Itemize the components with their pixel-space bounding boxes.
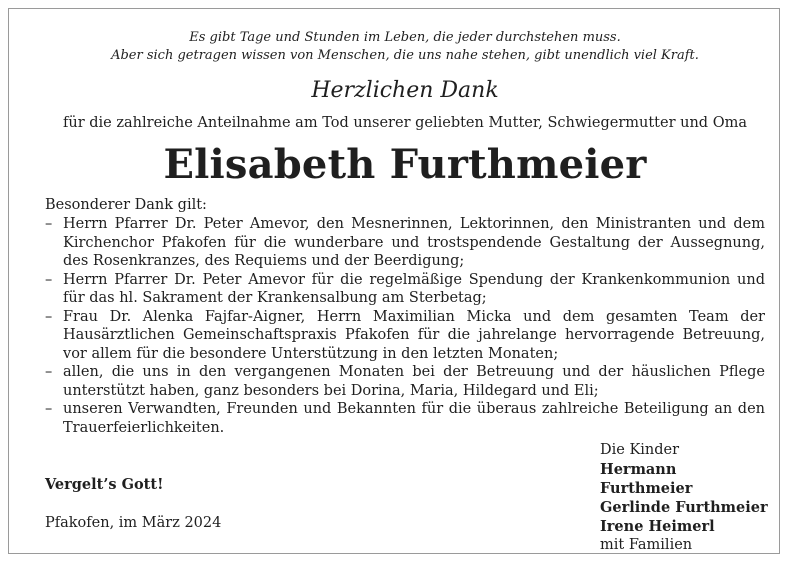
list-item-text: allen, die uns in den vergangenen Monaten bei der Betreuung und der häuslichen Pflege unterstützt haben, ganz besonders bei Dorina, Maria, Hildegard und Eli;: [63, 364, 765, 399]
notice-content: [45, 29, 768, 553]
signature-area: [45, 441, 768, 553]
closing-phrase: Vergelt’s Gott!: [45, 476, 164, 493]
signature-name: Irene Heimerl: [600, 518, 715, 535]
deceased-name: Elisabeth Furthmeier: [163, 141, 647, 188]
notice-frame: [8, 8, 780, 554]
list-item: [45, 271, 765, 308]
intro-text: für die zahlreiche Anteilnahme am Tod unserer geliebten Mutter, Schwiegermutter und Oma: [63, 115, 747, 131]
list-dash: –: [45, 364, 53, 380]
motto-line-2: Aber sich getragen wissen von Menschen, die uns nahe stehen, gibt unendlich viel Kraft.: [111, 48, 699, 63]
special-thanks-label: Besonderer Dank gilt:: [45, 197, 207, 213]
list-dash: –: [45, 401, 53, 417]
signature-outro: mit Familien: [600, 537, 693, 553]
motto-line-1: Es gibt Tage und Stunden im Leben, die jeder durchstehen muss.: [189, 30, 621, 45]
list-item-text: unseren Verwandten, Freunden und Bekannten für die überaus zahlreiche Beteiligung an den Trauerfeierlichkeiten.: [63, 401, 765, 436]
list-item: [45, 308, 765, 364]
list-dash: –: [45, 308, 53, 325]
list-item-text: Herrn Pfarrer Dr. Peter Amevor für die regelmäßige Spendung der Krankenkommunion und für das hl. Sakrament der Krankensalbung am Sterbetag;: [63, 271, 765, 306]
signatures: [600, 441, 770, 555]
signature-intro: Die Kinder: [600, 442, 680, 458]
list-item: [45, 363, 765, 400]
list-item-text: Herrn Pfarrer Dr. Peter Amevor, den Mesnerinnen, Lektorinnen, den Ministranten und dem Kirchenchor Pfakofen für die wunderbare und trostspendende Gestaltung der Aussegnung, des Rosenkranzes, des Requiems und der Beerdigung;: [63, 216, 765, 269]
list-item: [45, 215, 765, 271]
heading: Herzlichen Dank: [311, 78, 499, 103]
place-date: Pfakofen, im März 2024: [45, 515, 222, 531]
list-item-text: Frau Dr. Alenka Fajfar-Aigner, Herrn Maximilian Micka und dem gesamten Team der Hausärztlichen Gemeinschaftspraxis Pfakofen für die jahrelange hervorragende Betreuung, vor allem für die besondere Unterstützung in den letzten Monaten;: [63, 308, 765, 362]
list-dash: –: [45, 216, 53, 232]
signature-name: Gerlinde Furthmeier: [600, 499, 768, 516]
list-dash: –: [45, 271, 53, 288]
thanks-list: [45, 215, 765, 437]
motto: [45, 29, 765, 65]
list-item: [45, 400, 765, 437]
signature-name: Hermann Furthmeier: [600, 461, 693, 497]
